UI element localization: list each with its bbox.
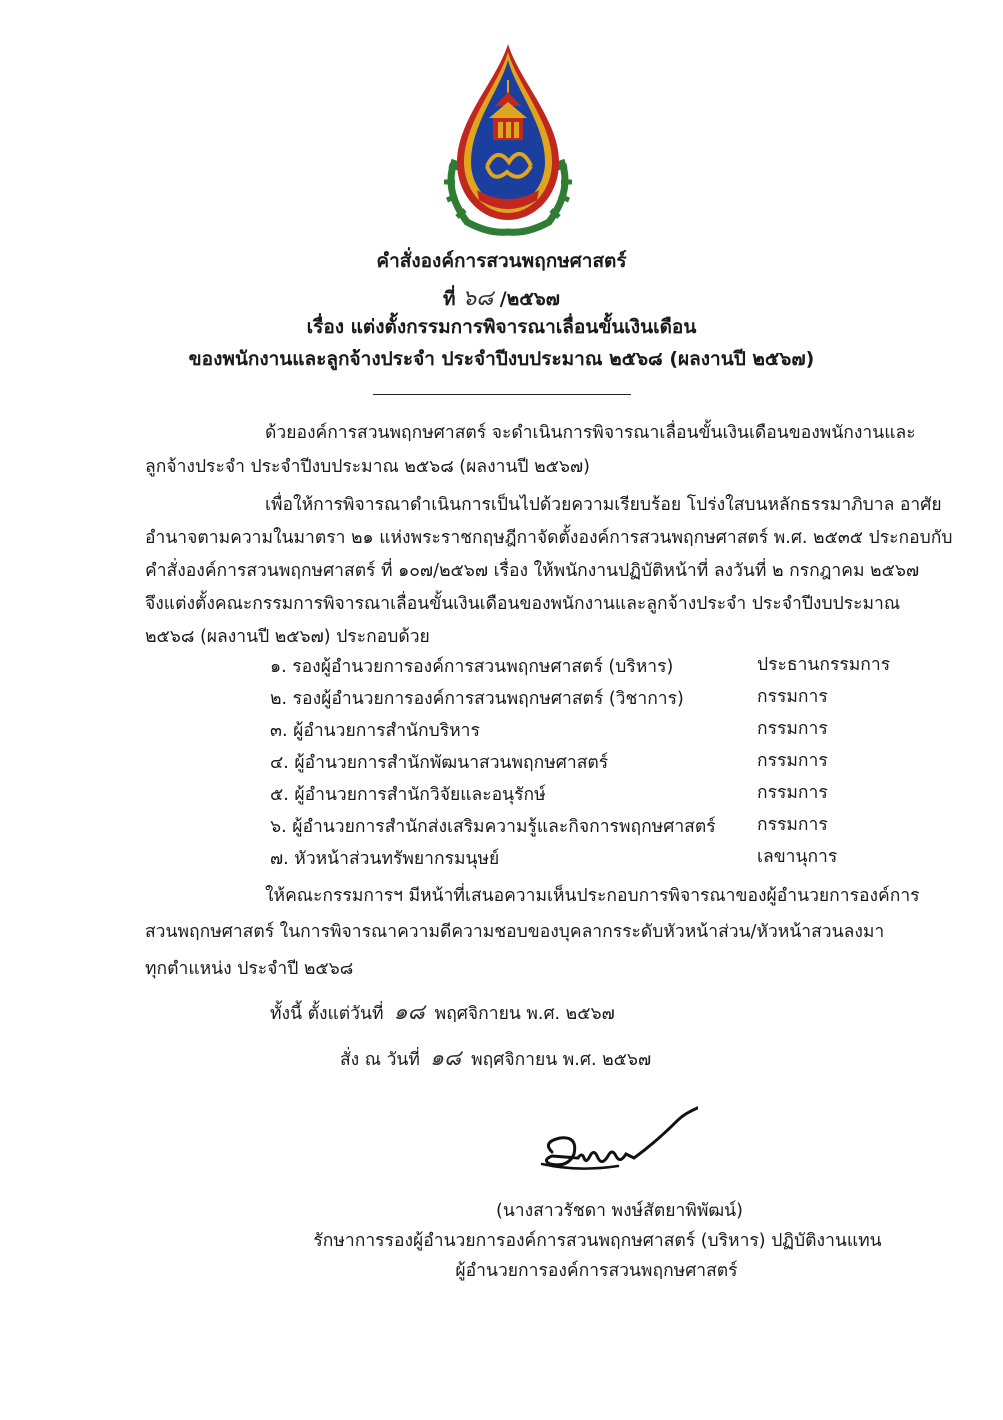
committee-member-role: เลขานุการ [757,847,838,867]
body-p3-line2: สวนพฤกษศาสตร์ ในการพิจารณาความดีความชอบของบุคลากรระดับหัวหน้าส่วน/หัวหน้าสวนลงมา [145,922,885,942]
committee-member-role: กรรมการ [757,751,828,771]
committee-member-label: ๔. ผู้อำนวยการสำนักพัฒนาสวนพฤกษศาสตร์ [270,753,609,773]
committee-member-label: ๖. ผู้อำนวยการสำนักส่งเสริมความรู้และกิจการพฤกษศาสตร์ [270,817,716,837]
body-p2-line1: เพื่อให้การพิจารณาดำเนินการเป็นไปด้วยความเรียบร้อย โปร่งใสบนหลักธรรมาภิบาล อาศัย [265,495,942,515]
committee-member-role: กรรมการ [757,719,828,739]
committee-member-label: ๑. รองผู้อำนวยการองค์การสวนพฤกษศาสตร์ (บริหาร) [270,657,674,677]
ordered-date [340,1040,651,1075]
body-p3-line1: ให้คณะกรรมการฯ มีหน้าที่เสนอความเห็นประกอบการพิจารณาของผู้อำนวยการองค์การ [265,886,920,906]
order-subject-line2: ของพนักงานและลูกจ้างประจำ ประจำปีงบประมาณ ๒๕๖๘ (ผลงานปี ๒๕๖๗) [188,348,815,370]
order-number [0,280,1003,315]
handwritten-signature-icon [538,1102,698,1192]
committee-member-label: ๓. ผู้อำนวยการสำนักบริหาร [270,721,480,741]
ordered-day-handwritten: ๑๘ [430,1046,461,1071]
ordered-date-prefix: สั่ง ณ วันที่ [340,1050,420,1070]
order-number-prefix: ที่ [443,288,456,310]
order-number-suffix: /๒๕๖๗ [499,288,560,310]
body-p2-line3: คำสั่งองค์การสวนพฤกษศาสตร์ ที่ ๑๐๗/๒๕๖๗ เรื่อง ให้พนักงานปฏิบัติหน้าที่ ลงวันที่ ๒ กรกฎาคม ๒๕๖๗ [145,561,920,581]
ordered-date-rest: พฤศจิกายน พ.ศ. ๒๕๖๗ [471,1050,652,1070]
committee-member-role: กรรมการ [757,687,828,707]
signatory-name: (นางสาวรัชดา พงษ์สัตยาพิพัฒน์) [496,1201,743,1221]
order-title: คำสั่งองค์การสวนพฤกษศาสตร์ [376,250,627,272]
effective-date-rest: พฤศจิกายน พ.ศ. ๒๕๖๗ [434,1004,615,1024]
header-divider [373,394,631,395]
effective-day-handwritten: ๑๘ [393,1000,425,1025]
body-p1-line1: ด้วยองค์การสวนพฤกษศาสตร์ จะดำเนินการพิจารณาเลื่อนขั้นเงินเดือนของพนักงานและ [265,423,916,443]
body-p3-line3: ทุกตำแหน่ง ประจำปี ๒๕๖๘ [145,959,354,979]
committee-member-role: ประธานกรรมการ [757,655,891,675]
body-p1-line2: ลูกจ้างประจำ ประจำปีงบประมาณ ๒๕๖๘ (ผลงานปี ๒๕๖๗) [145,457,590,477]
signatory-position-line2: ผู้อำนวยการองค์การสวนพฤกษศาสตร์ [455,1261,738,1281]
body-p2-line5: ๒๕๖๘ (ผลงานปี ๒๕๖๗) ประกอบด้วย [145,627,430,647]
committee-member-label: ๗. หัวหน้าส่วนทรัพยากรมนุษย์ [270,849,500,869]
order-number-handwritten: ๖๘ [462,286,494,311]
effective-date [270,994,615,1029]
order-subject-line1: เรื่อง แต่งตั้งกรรมการพิจารณาเลื่อนขั้นเงินเดือน [306,316,697,338]
signatory-position-line1: รักษาการรองผู้อำนวยการองค์การสวนพฤกษศาสตร์ (บริหาร) ปฏิบัติงานแทน [313,1231,882,1251]
body-p2-line2: อำนาจตามความในมาตรา ๒๑ แห่งพระราชกฤษฎีกาจัดตั้งองค์การสวนพฤกษศาสตร์ พ.ศ. ๒๕๓๕ ประกอบกับ [145,528,953,548]
body-p2-line4: จึงแต่งตั้งคณะกรรมการพิจารณาเลื่อนขั้นเงินเดือนของพนักงานและลูกจ้างประจำ ประจำปีงบประมาณ [145,594,901,614]
committee-member-label: ๒. รองผู้อำนวยการองค์การสวนพฤกษศาสตร์ (วิชาการ) [270,689,684,709]
committee-member-role: กรรมการ [757,783,828,803]
committee-member-label: ๕. ผู้อำนวยการสำนักวิจัยและอนุรักษ์ [270,785,546,805]
organization-logo-icon [437,40,579,236]
committee-member-role: กรรมการ [757,815,828,835]
effective-date-prefix: ทั้งนี้ ตั้งแต่วันที่ [270,1004,384,1024]
